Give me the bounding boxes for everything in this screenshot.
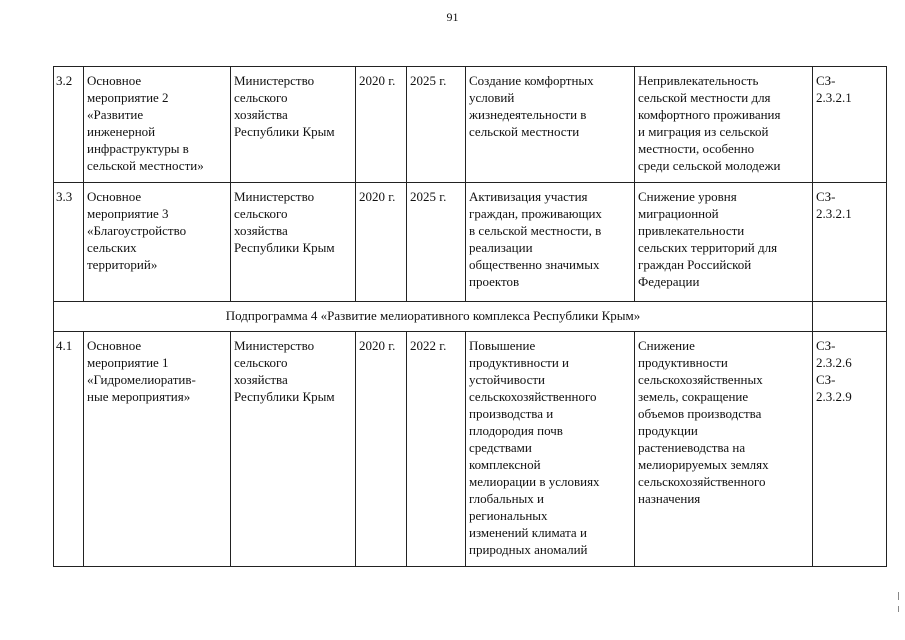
subprogram-title: Подпрограмма 4 «Развитие мелиоративного комплекса Республики Крым» xyxy=(54,302,813,332)
program-measures-table xyxy=(53,66,887,567)
responsible-executor: Министерство сельского хозяйства Республики Крым xyxy=(231,67,356,183)
subprogram-heading-row xyxy=(54,302,887,332)
measure-name: Основное мероприятие 2 «Развитие инженерной инфраструктуры в сельской местности» xyxy=(84,67,231,183)
page-number: 91 xyxy=(446,10,459,24)
responsible-executor: Министерство сельского хозяйства Республики Крым xyxy=(231,332,356,567)
start-year: 2020 г. xyxy=(356,67,407,183)
table-row xyxy=(54,332,887,567)
end-year: 2025 г. xyxy=(407,183,466,302)
non-implementation-consequence: Снижение уровня миграционной привлекательности сельских территорий для граждан Российской Федерации xyxy=(635,183,813,302)
measure-name: Основное мероприятие 1 «Гидромелиоратив- ные мероприятия» xyxy=(84,332,231,567)
non-implementation-consequence: Непривлекательность сельской местности для комфортного проживания и миграция из сельской местности, особенно среди сельской молодежи xyxy=(635,67,813,183)
start-year: 2020 г. xyxy=(356,332,407,567)
row-number: 3.3 xyxy=(54,183,84,302)
table-row xyxy=(54,67,887,183)
expected-result: Активизация участия граждан, проживающих в сельской местности, в реализации общественно значимых проектов xyxy=(466,183,635,302)
expected-result: Повышение продуктивности и устойчивости сельскохозяйственного производства и плодородия почв средствами комплексной мелиорации в условиях глобальных и региональных изменений климата и природных аномалий xyxy=(466,332,635,567)
scan-artifact-mark xyxy=(898,606,899,612)
measure-name: Основное мероприятие 3 «Благоустройство сельских территорий» xyxy=(84,183,231,302)
row-number: 4.1 xyxy=(54,332,84,567)
empty-cell xyxy=(813,302,887,332)
responsible-executor: Министерство сельского хозяйства Республики Крым xyxy=(231,183,356,302)
indicator-code: СЗ- 2.3.2.6 СЗ- 2.3.2.9 xyxy=(813,332,887,567)
row-number: 3.2 xyxy=(54,67,84,183)
non-implementation-consequence: Снижение продуктивности сельскохозяйственных земель, сокращение объемов производства продукции растениеводства на мелиорируемых землях сельскохозяйственного назначения xyxy=(635,332,813,567)
end-year: 2022 г. xyxy=(407,332,466,567)
scan-artifact-mark xyxy=(898,592,899,600)
end-year: 2025 г. xyxy=(407,67,466,183)
indicator-code: СЗ- 2.3.2.1 xyxy=(813,67,887,183)
expected-result: Создание комфортных условий жизнедеятельности в сельской местности xyxy=(466,67,635,183)
start-year: 2020 г. xyxy=(356,183,407,302)
table-row xyxy=(54,183,887,302)
indicator-code: СЗ- 2.3.2.1 xyxy=(813,183,887,302)
